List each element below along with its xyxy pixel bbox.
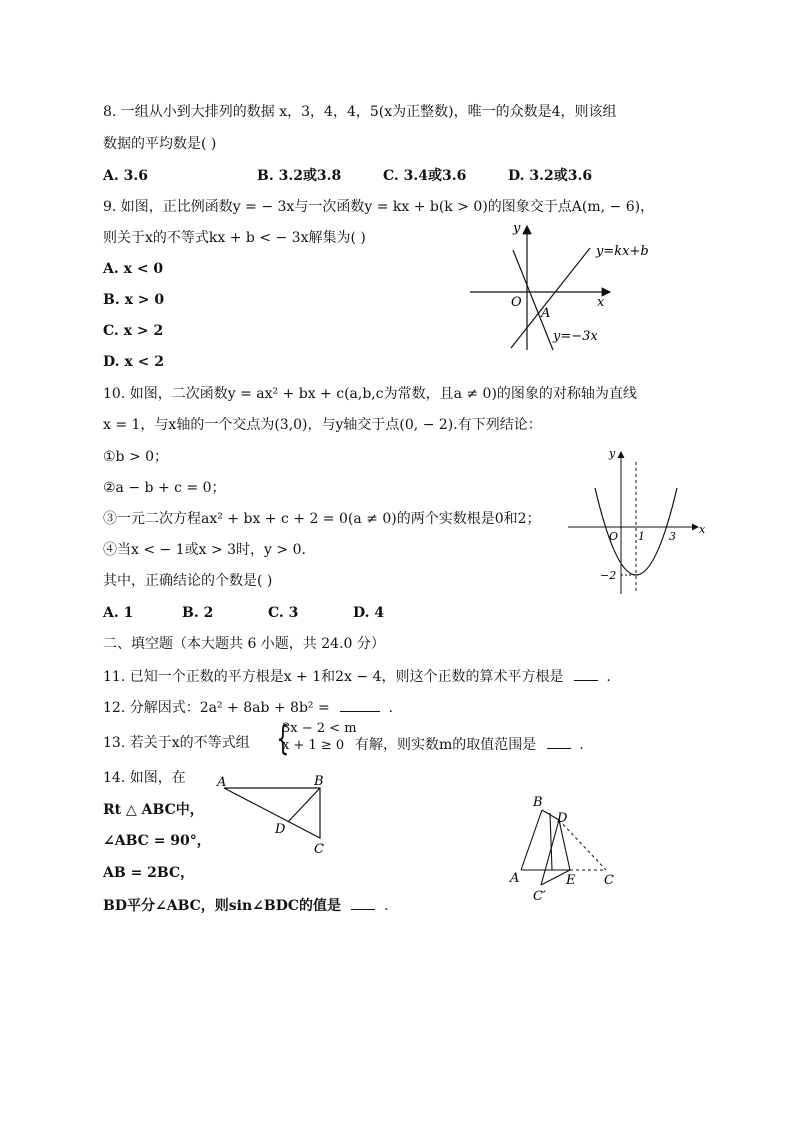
q10-x-label: x (699, 523, 706, 536)
q14-triangle-figure (210, 770, 340, 860)
q13-answer-blank[interactable] (547, 734, 571, 749)
q9-line2-label: y=−3x (553, 329, 598, 344)
q14-label-b: B (314, 774, 324, 789)
q10-graph (565, 448, 710, 596)
q14-line4: AB = 2BC， (103, 865, 195, 881)
q10-item-4: ④当x < − 1或x > 3时，y > 0. (103, 542, 306, 558)
q10-option-b: B. 2 (182, 605, 214, 621)
q11-end: . (606, 669, 611, 685)
q10-line1: 10. 如图，二次函数y = ax² + bx + c(a,b,c为常数，且a ≠ 0)的图象的对称轴为直线 (103, 386, 637, 402)
q14-line2: Rt △ ABC中， (103, 802, 204, 818)
fold-label-b: B (533, 795, 543, 810)
q12-stem: 12. 分解因式：2a² + 8ab + 8b² = (103, 700, 330, 716)
q10-line2: x = 1，与x轴的一个交点为(3,0)，与y轴交于点(0, − 2).有下列结论： (103, 417, 542, 433)
q9-option-d: D. x < 2 (103, 354, 164, 370)
fold-label-c-prime: C′ (533, 889, 546, 904)
q13-brace: { (276, 719, 290, 759)
q9-line2: 则关于x的不等式kx + b < − 3x解集为( ) (103, 230, 366, 246)
q8-option-b: B. 3.2或3.8 (257, 168, 342, 184)
q13-suffix: 有解，则实数m的取值范围是 (355, 737, 537, 753)
fold-label-e: E (566, 873, 576, 888)
q14-line5: BD平分∠ABC，则sin∠BDC的值是 (103, 898, 342, 914)
q10-item-3: ③一元二次方程ax² + bx + c + 2 = 0(a ≠ 0)的两个实数根是0和2； (103, 511, 541, 527)
q10-y-label: y (609, 447, 616, 460)
q9-graph (465, 220, 665, 355)
q8-option-a: A. 3.6 (103, 168, 148, 184)
q14-label-a: A (217, 775, 227, 790)
q10-option-a: A. 1 (103, 605, 134, 621)
q9-option-b: B. x > 0 (103, 292, 165, 308)
q9-y-label: y (513, 221, 521, 236)
q9-point-a-label: A (541, 306, 551, 321)
q9-line1-label: y=kx+b (596, 244, 649, 259)
fold-ab (521, 810, 542, 870)
q9-origin-label: O (511, 295, 522, 310)
q8-line1: 8. 一组从小到大排列的数据 x，3，4，4，5(x为正整数)，唯一的众数是4，则该组 (103, 104, 617, 120)
q10-option-d: D. 4 (353, 605, 385, 621)
fold-de (559, 820, 570, 870)
q10-tick-minus2: −2 (600, 569, 617, 582)
q14-answer-blank[interactable] (351, 895, 375, 910)
q13-suffix-text (355, 734, 584, 754)
q10-item-2: ②a − b + c = 0； (103, 480, 226, 496)
fold-b-e (550, 813, 552, 870)
q12-text (103, 697, 393, 717)
q10-tick-3: 3 (669, 530, 676, 543)
q13-inequality-1: 3x − 2 < m (282, 721, 357, 736)
q10-origin-label: O (609, 530, 619, 543)
q14-bisector-bd (288, 788, 320, 822)
q12-answer-blank[interactable] (340, 697, 380, 712)
q8-option-c: C. 3.4或3.6 (383, 168, 467, 184)
q14-triangle-abc (224, 788, 320, 838)
fold-dc-dashed (559, 820, 606, 870)
q14-end: . (383, 898, 389, 914)
q13-prefix: 13. 若关于x的不等式组 (103, 735, 250, 751)
q11-text (103, 666, 611, 686)
fold-dc-prime (541, 820, 559, 885)
fold-label-c: C (604, 873, 614, 888)
fold-label-d: D (557, 811, 568, 826)
q14-line5-text (103, 895, 388, 915)
q10-parabola (595, 488, 677, 575)
q11-stem: 11. 已知一个正数的平方根是x + 1和2x − 4，则这个正数的算术平方根是 (103, 669, 564, 685)
q12-end: . (388, 700, 394, 716)
q9-x-label: x (597, 295, 605, 310)
q13-inequality-2: x + 1 ≥ 0 (282, 738, 345, 753)
q9-option-c: C. x > 2 (103, 323, 164, 339)
q14-line1: 14. 如图，在 (103, 770, 186, 786)
q10-option-c: C. 3 (268, 605, 299, 621)
q10-tick-1: 1 (638, 530, 645, 543)
q14-line3: ∠ABC = 90°， (103, 833, 211, 849)
q9-option-a: A. x < 0 (103, 261, 164, 277)
q14-label-c: C (314, 842, 324, 857)
q10-item-1: ①b > 0； (103, 449, 169, 465)
q14-label-d: D (275, 822, 286, 837)
q8-option-d: D. 3.2或3.6 (508, 168, 593, 184)
section-2-heading: 二、填空题（本大题共 6 小题，共 24.0 分） (103, 636, 385, 652)
q10-question: 其中，正确结论的个数是( ) (103, 573, 273, 589)
fold-label-a: A (510, 871, 520, 886)
q9-line1: 9. 如图，正比例函数y = − 3x与一次函数y = kx + b(k > 0)的图象交于点A(m, − 6)， (103, 199, 655, 215)
q13-end: . (579, 737, 584, 753)
q11-answer-blank[interactable] (574, 666, 598, 681)
q8-line2: 数据的平均数是( ) (103, 136, 217, 152)
q14-fold-figure (505, 790, 625, 910)
